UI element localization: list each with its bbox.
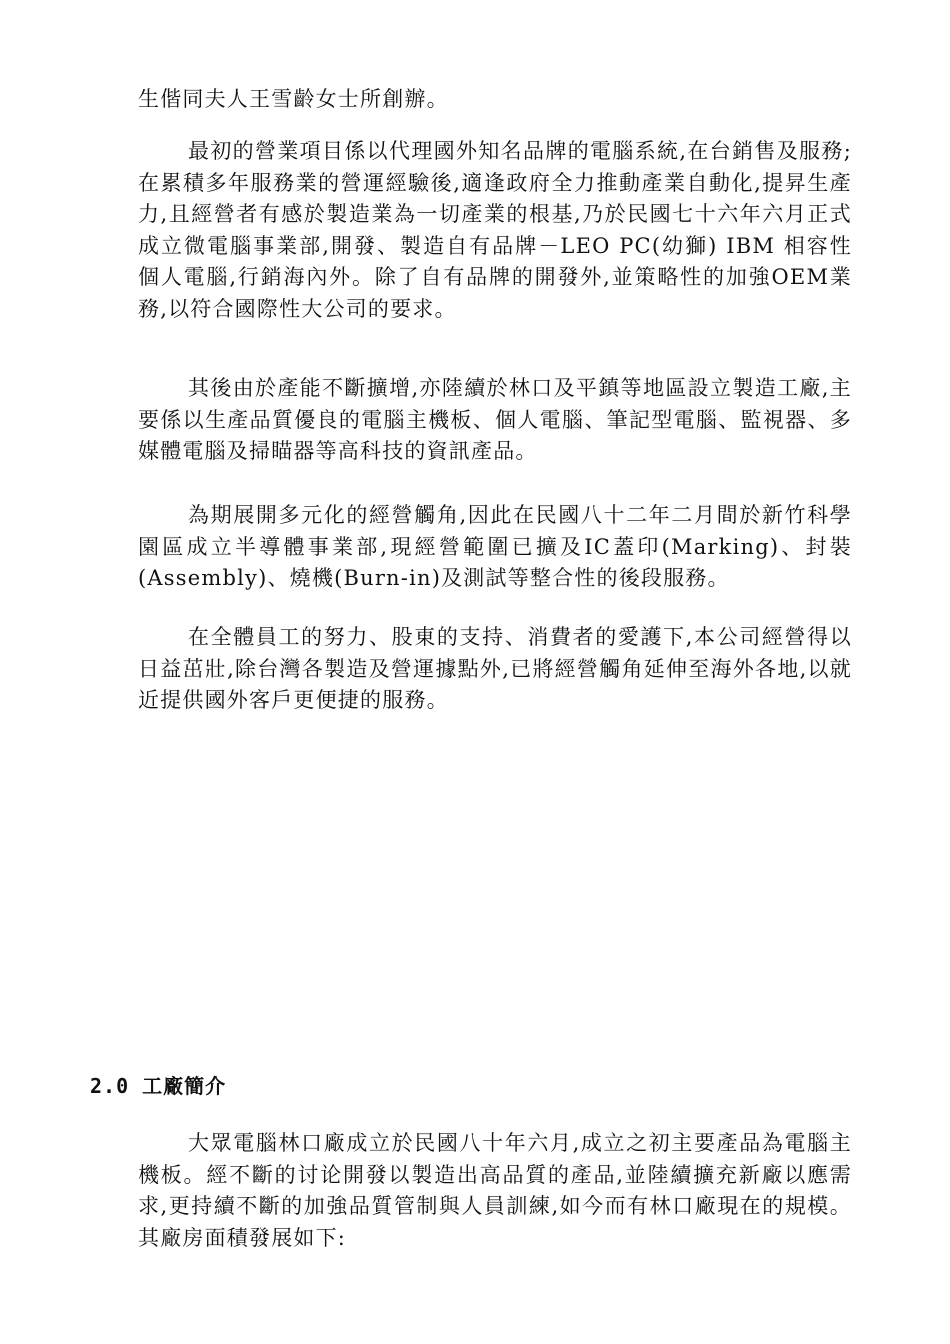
section-heading-factory-intro: 2.0 工廠簡介	[90, 1074, 227, 1098]
paragraph-business-history: 最初的營業項目係以代理國外知名品牌的電腦系統,在台銷售及服務;在累積多年服務業的營運經驗後,適逢政府全力推動產業自動化,提昇生產力,且經營者有感於製造業為一切產業的根基,乃於民國七十六年六月正式成立微電腦事業部,開發、製造自有品牌－LEO PC(幼獅) IBM 相容性個人電腦,行銷海內外。除了自有品牌的開發外,並策略性的加強OEM業務,以符合國際性大公司的要求。	[138, 139, 852, 321]
paragraph-factory-expansion: 其後由於產能不斷擴增,亦陸續於林口及平鎮等地區設立製造工廠,主要係以生產品質優良的電腦主機板、個人電腦、筆記型電腦、監視器、多媒體電腦及掃瞄器等高科技的資訊產品。	[138, 376, 852, 463]
paragraph-semiconductor-division: 為期展開多元化的經營觸角,因此在民國八十二年二月間於新竹科學園區成立半導體事業部,現經營範圍已擴及IC蓋印(Marking)、封裝(Assembly)、燒機(Burn-in)及測試等整合性的後段服務。	[138, 503, 852, 590]
paragraph-global-expansion: 在全體員工的努力、股東的支持、消費者的愛護下,本公司經營得以日益茁壯,除台灣各製造及營運據點外,已將經營觸角延伸至海外各地,以就近提供國外客戶更便捷的服務。	[138, 625, 852, 712]
paragraph-continuation: 生偕同夫人王雪齡女士所創辦。	[138, 87, 449, 111]
paragraph-linkou-factory: 大眾電腦林口廠成立於民國八十年六月,成立之初主要產品為電腦主機板。經不斷的讨论開發以製造出高品質的產品,並陸續擴充新廠以應需求,更持續不斷的加強品質管制與人員訓練,如今而有林口廠現在的規模。其廠房面積發展如下:	[138, 1131, 852, 1250]
